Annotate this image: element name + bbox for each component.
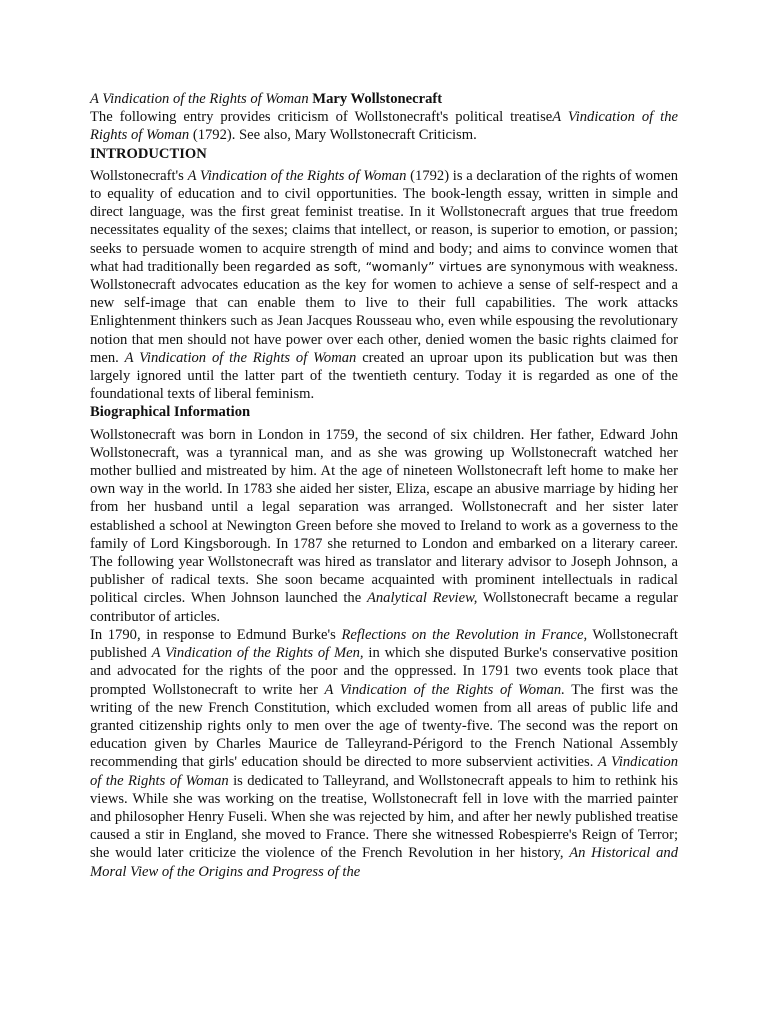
subtitle-work: A Vindication of the Rights of Woman [90,109,678,144]
bio2-work-b: A Vindication of the Rights of Men, [151,645,364,662]
bio2-work-e: An Historical and Moral View of the Origins and Progress of the [90,845,678,880]
heading-introduction: INTRODUCTION [90,145,207,162]
introduction-paragraph [90,167,678,404]
bio1-text-a: Wollstonecraft was born in London in 1759, the second of six children. Her father, Edward John Wollstonecraft, was a tyrannical man, and as she was growing up Wollstonecraft watched her mother bullied and mistreated by him. At the age of nineteen Wollstonecraft left home to make her own way in the world. In 1783 she aided her sister, Eliza, escape an abusive marriage by hiding her from her husband until a legal separation was arranged. Wollstonecraft and her sister later established a school at Newington Green before she moved to Ireland to work as a governess to the family of Lord Kingsborough. In 1787 she returned to London and embarked on a literary career. The following year Wollstonecraft was hired as translator and literary advisor to Joseph Johnson, a publisher of radical texts. She soon became acquainted with prominent intellectuals in radical political circles. When Johnson launched the [90,426,678,607]
intro-text-c: synonymous with weakness. Wollstonecraft advocates education as the key for women to achieve a sense of self-respect and a new self-image that can enable them to live to their full capabilities. The work attacks Enlightenment thinkers such as Jean Jacques Rousseau who, even while espousing the revolutionary notion that men should not have power over each other, denied women the basic rights claimed for men. [90,258,678,366]
title-work: A Vindication of the Rights of Woman [90,91,309,107]
intro-work-a: A Vindication of the Rights of Woman [187,167,407,184]
bio1-text-b: Wollstonecraft became a regular contributor of articles. [90,590,679,625]
document-title [90,90,678,108]
subtitle-text: The following entry provides criticism of Wollstonecraft's political treatise [90,109,553,126]
biography-paragraph-1 [90,426,678,626]
heading-biographical-information: Biographical Information [90,404,251,421]
title-author: Mary Wollstonecraft [312,91,443,107]
intro-text-a: Wollstonecraft's [90,167,188,184]
intro-text-b: (1792) is a declaration of the rights of women to equality of education and to civil opportunities. The book-length essay, written in simple and direct language, was the first great feminist treatise. In it Wollstonecraft argues that true freedom necessitates equality of the sexes; claims that intellect, or reason, is superior to emotion, or passion; seeks to persuade women to acquire strength of mind and body; and aims to convince women that what had traditionally been [90,167,678,275]
subtitle [90,108,678,144]
biography-paragraph-2 [90,626,678,881]
intro-work-b: A Vindication of the Rights of Woman [124,349,357,366]
bio2-text-a: In 1790, in response to Edmund Burke's [90,626,342,643]
subtitle-tail: (1792). See also, Mary Wollstonecraft Criticism. [189,127,477,144]
bio2-work-a: Reflections on the Revolution in France, [341,626,588,643]
bio1-work: Analytical Review, [366,590,478,607]
bio2-text-d: The first was the writing of the new French Constitution, which excluded women from all areas of public life and granted citizenship rights only to men over the age of twenty-five. The second was the report on education given by Charles Maurice de Talleyrand-Périgord to the French National Assembly recommending that girls' education should be directed to more subservient activities. [90,681,678,771]
intro-text-sans: regarded as soft, “womanly” virtues are [254,258,507,274]
bio2-text-c: in which she disputed Burke's conservative position and advocated for the rights of the poor and the oppressed. In 1791 two events took place that prompted Wollstonecraft to write her [90,645,678,698]
intro-text-d: created an uproar upon its publication but was then largely ignored until the latter part of the twentieth century. Today it is regarded as one of the foundational texts of liberal feminism. [90,349,678,403]
bio2-work-c: A Vindication of the Rights of Woman. [324,681,565,698]
bio2-text-b: Wollstonecraft published [90,626,678,662]
bio2-text-e: is dedicated to Talleyrand, and Wollstonecraft appeals to him to rethink his views. While she was working on the treatise, Wollstonecraft fell in love with the married painter and philosopher Henry Fuseli. When she was rejected by him, and after her newly published treatise caused a stir in England, she moved to France. There she witnessed Robespierre's Reign of Terror; she would later criticize the violence of the French Revolution in her history, [90,772,679,862]
bio2-work-d: A Vindication of the Rights of Woman [90,754,679,789]
document-page [90,90,678,881]
